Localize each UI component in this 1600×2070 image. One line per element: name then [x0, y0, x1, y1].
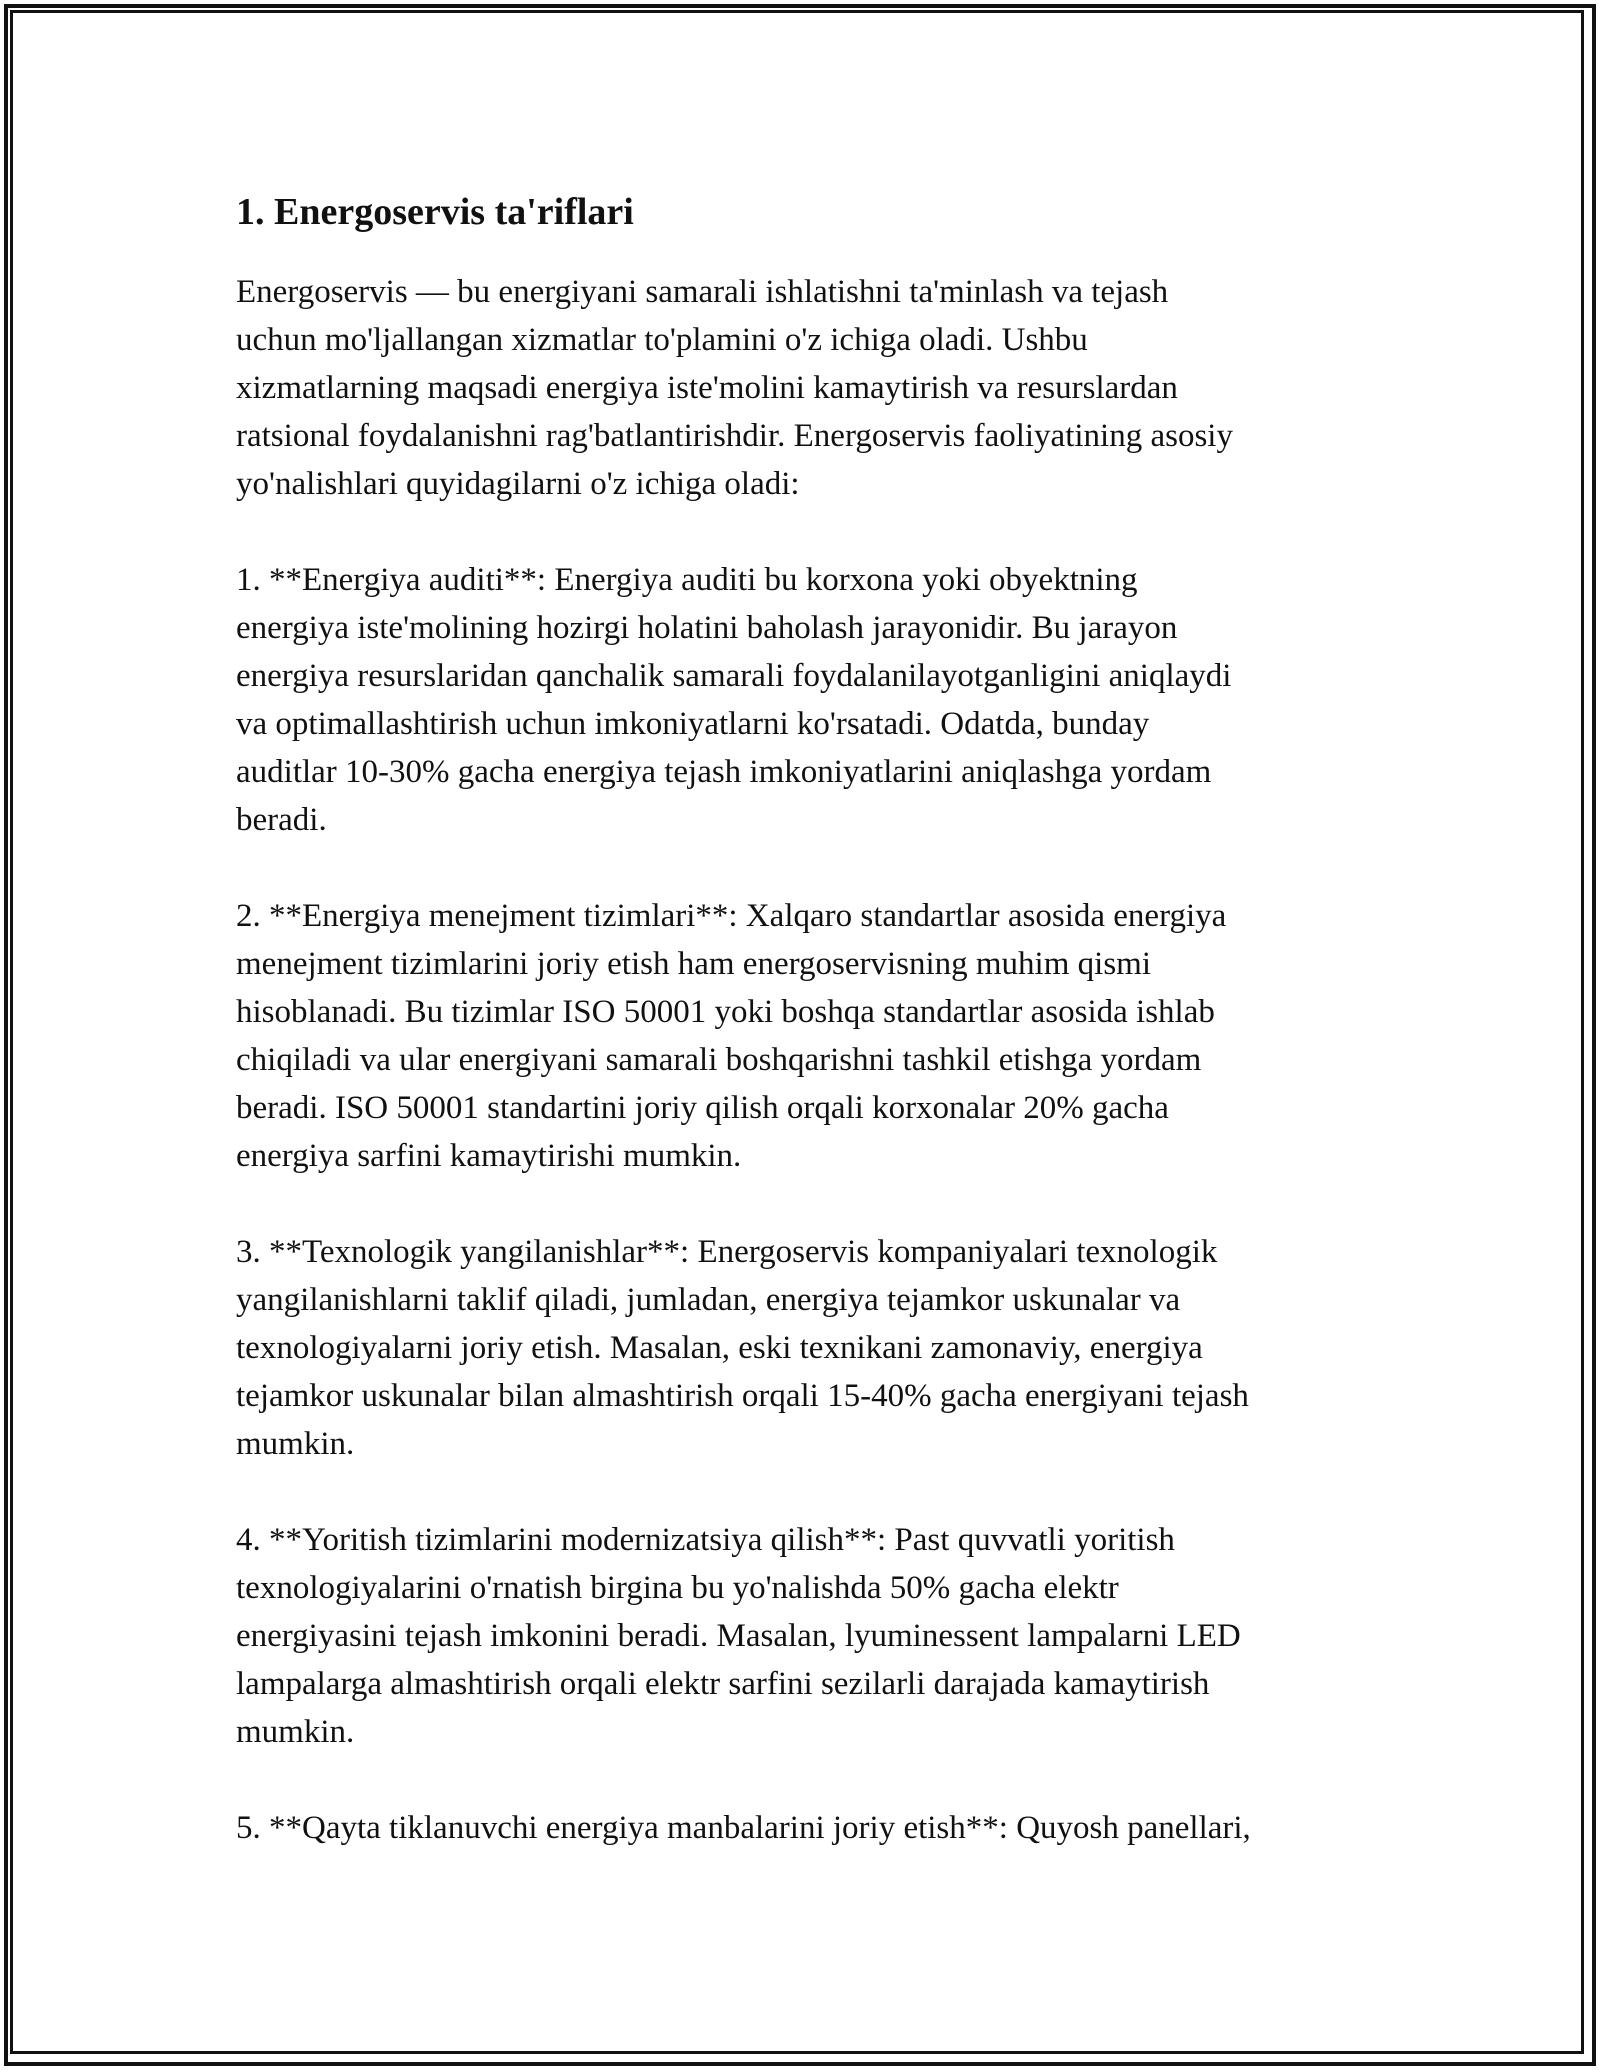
list-item-lighting-modernization: 4. **Yoritish tizimlarini modernizatsiya qilish**: Past quvvatli yoritish texnologiyalarini o'rnatish birgina bu yo'nalishda 50% gacha elektr energiyasini tejash imkonini beradi. Masalan, lyuminessent lampalarni LED lampalarga almashtirish orqali elektr sarfini sezilarli darajada kamaytirish mumkin.	[236, 1522, 1241, 1750]
list-item-renewable-energy: 5. **Qayta tiklanuvchi energiya manbalarini joriy etish**: Quyosh panellari,	[236, 1810, 1251, 1846]
section-heading: 1. Energoservis ta'riflari	[236, 191, 634, 233]
list-item-tech-upgrades: 3. **Texnologik yangilanishlar**: Energoservis kompaniyalari texnologik yangilanishlarni taklif qiladi, jumladan, energiya tejamkor uskunalar va texnologiyalarni joriy etish. Masalan, eski texnikani zamonaviy, energiya tejamkor uskunalar bilan almashtirish orqali 15-40% gacha energiyani tejash mumkin.	[236, 1234, 1249, 1462]
list-item-energy-audit: 1. **Energiya auditi**: Energiya auditi bu korxona yoki obyektning energiya iste'molining hozirgi holatini baholash jarayonidir. Bu jarayon energiya resurslaridan qanchalik samarali foydalanilayotganligini aniqlaydi va optimallashtirish uchun imkoniyatlarni ko'rsatadi. Odatda, bunday auditlar 10-30% gacha energiya tejash imkoniyatlarini aniqlashga yordam beradi.	[236, 562, 1232, 838]
list-item-energy-management: 2. **Energiya menejment tizimlari**: Xalqaro standartlar asosida energiya menejment tizimlarini joriy etish ham energoservisning muhim qismi hisoblanadi. Bu tizimlar ISO 50001 yoki boshqa standartlar asosida ishlab chiqiladi va ular energiyani samarali boshqarishni tashkil etishga yordam beradi. ISO 50001 standartini joriy qilish orqali korxonalar 20% gacha energiya sarfini kamaytirishi mumkin.	[236, 898, 1227, 1174]
document-body	[236, 186, 1396, 1900]
intro-paragraph: Energoservis — bu energiyani samarali ishlatishni ta'minlash va tejash uchun mo'ljallangan xizmatlar to'plamini o'z ichiga oladi. Ushbu xizmatlarning maqsadi energiya iste'molini kamaytirish va resurslardan ratsional foydalanishni rag'batlantirishdir. Energoservis faoliyatining asosiy yo'nalishlari quyidagilarni o'z ichiga oladi:	[236, 274, 1233, 502]
